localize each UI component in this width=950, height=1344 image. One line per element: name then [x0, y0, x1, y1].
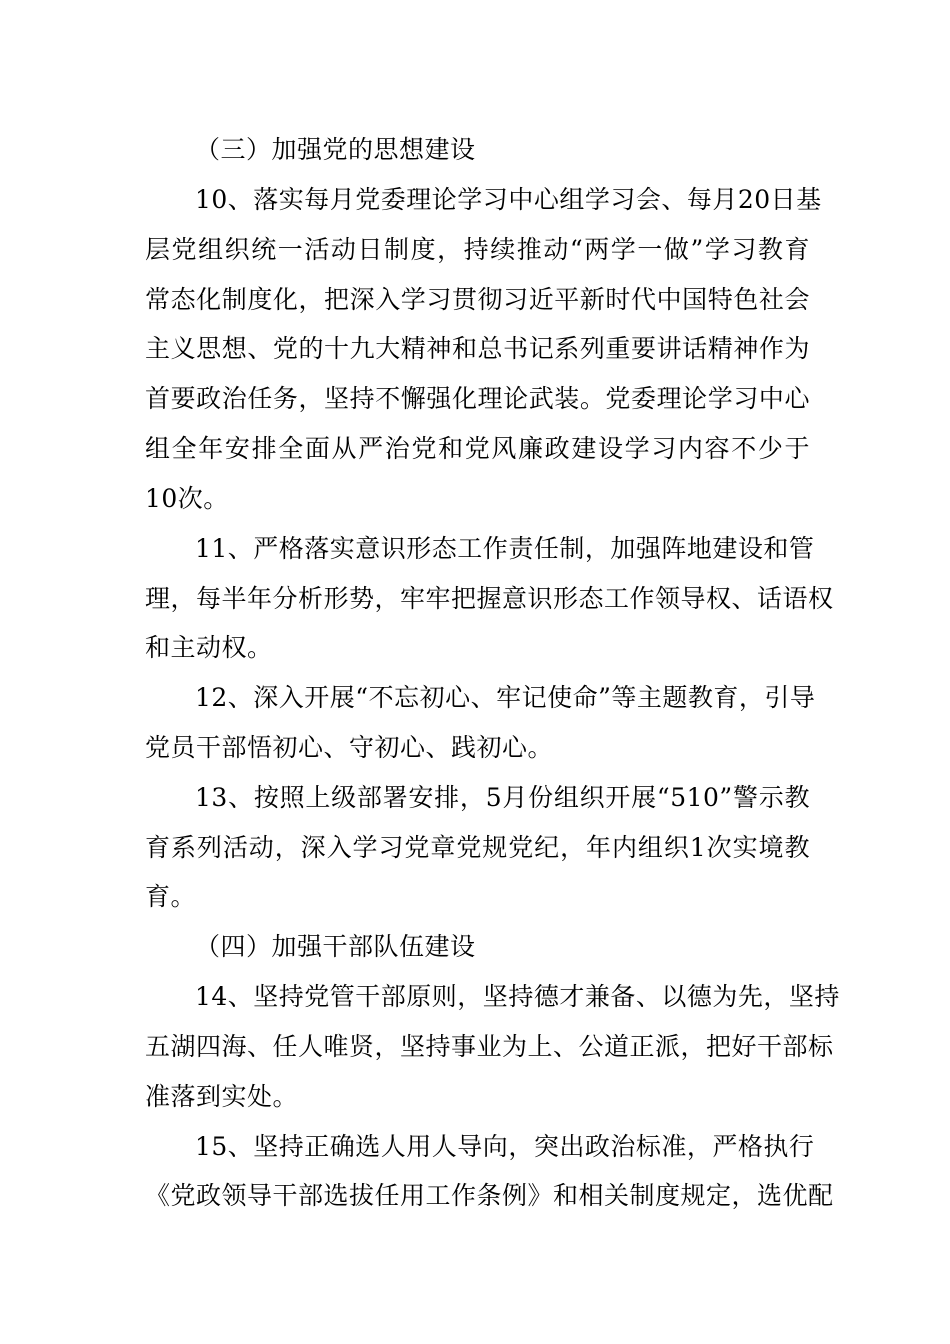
- paragraph-10-line-2: 层党组织统一活动日制度，持续推动“两学一做”学习教育: [145, 235, 810, 264]
- section-heading-4: （四）加强干部队伍建设: [195, 932, 476, 961]
- paragraph-10-line-7: 10次。: [145, 484, 229, 513]
- paragraph-15-line-2: 《党政领导干部选拔任用工作条例》和相关制度规定，选优配: [145, 1181, 834, 1210]
- paragraph-14-line-3: 准落到实处。: [145, 1082, 299, 1111]
- paragraph-10-line-1: 10、落实每月党委理论学习中心组学习会、每月20日基: [195, 185, 822, 214]
- paragraph-11-line-2: 理，每半年分析形势，牢牢把握意识形态工作领导权、话语权: [145, 584, 834, 613]
- paragraph-15-line-1: 15、坚持正确选人用人导向，突出政治标准，严格执行: [195, 1132, 815, 1161]
- section-heading-3: （三）加强党的思想建设: [195, 135, 476, 164]
- paragraph-12-line-2: 党员干部悟初心、守初心、践初心。: [145, 733, 554, 762]
- paragraph-10-line-4: 主义思想、党的十九大精神和总书记系列重要讲话精神作为: [145, 334, 810, 363]
- paragraph-11-line-1: 11、严格落实意识形态工作责任制，加强阵地建设和管: [195, 534, 815, 563]
- paragraph-10-line-5: 首要政治任务，坚持不懈强化理论武装。党委理论学习中心: [145, 384, 810, 413]
- paragraph-13-line-3: 育。: [145, 882, 197, 911]
- paragraph-13-line-2: 育系列活动，深入学习党章党规党纪，年内组织1次实境教: [145, 833, 810, 862]
- paragraph-10-line-6: 组全年安排全面从严治党和党风廉政建设学习内容不少于: [145, 434, 810, 463]
- paragraph-12-line-1: 12、深入开展“不忘初心、牢记使命”等主题教育，引导: [195, 683, 816, 712]
- paragraph-13-line-1: 13、按照上级部署安排，5月份组织开展“510”警示教: [195, 783, 810, 812]
- paragraph-14-line-1: 14、坚持党管干部原则，坚持德才兼备、以德为先，坚持: [195, 982, 840, 1011]
- paragraph-10-line-3: 常态化制度化，把深入学习贯彻习近平新时代中国特色社会: [145, 285, 810, 314]
- paragraph-11-line-3: 和主动权。: [145, 633, 273, 662]
- paragraph-14-line-2: 五湖四海、任人唯贤，坚持事业为上、公道正派，把好干部标: [145, 1032, 834, 1061]
